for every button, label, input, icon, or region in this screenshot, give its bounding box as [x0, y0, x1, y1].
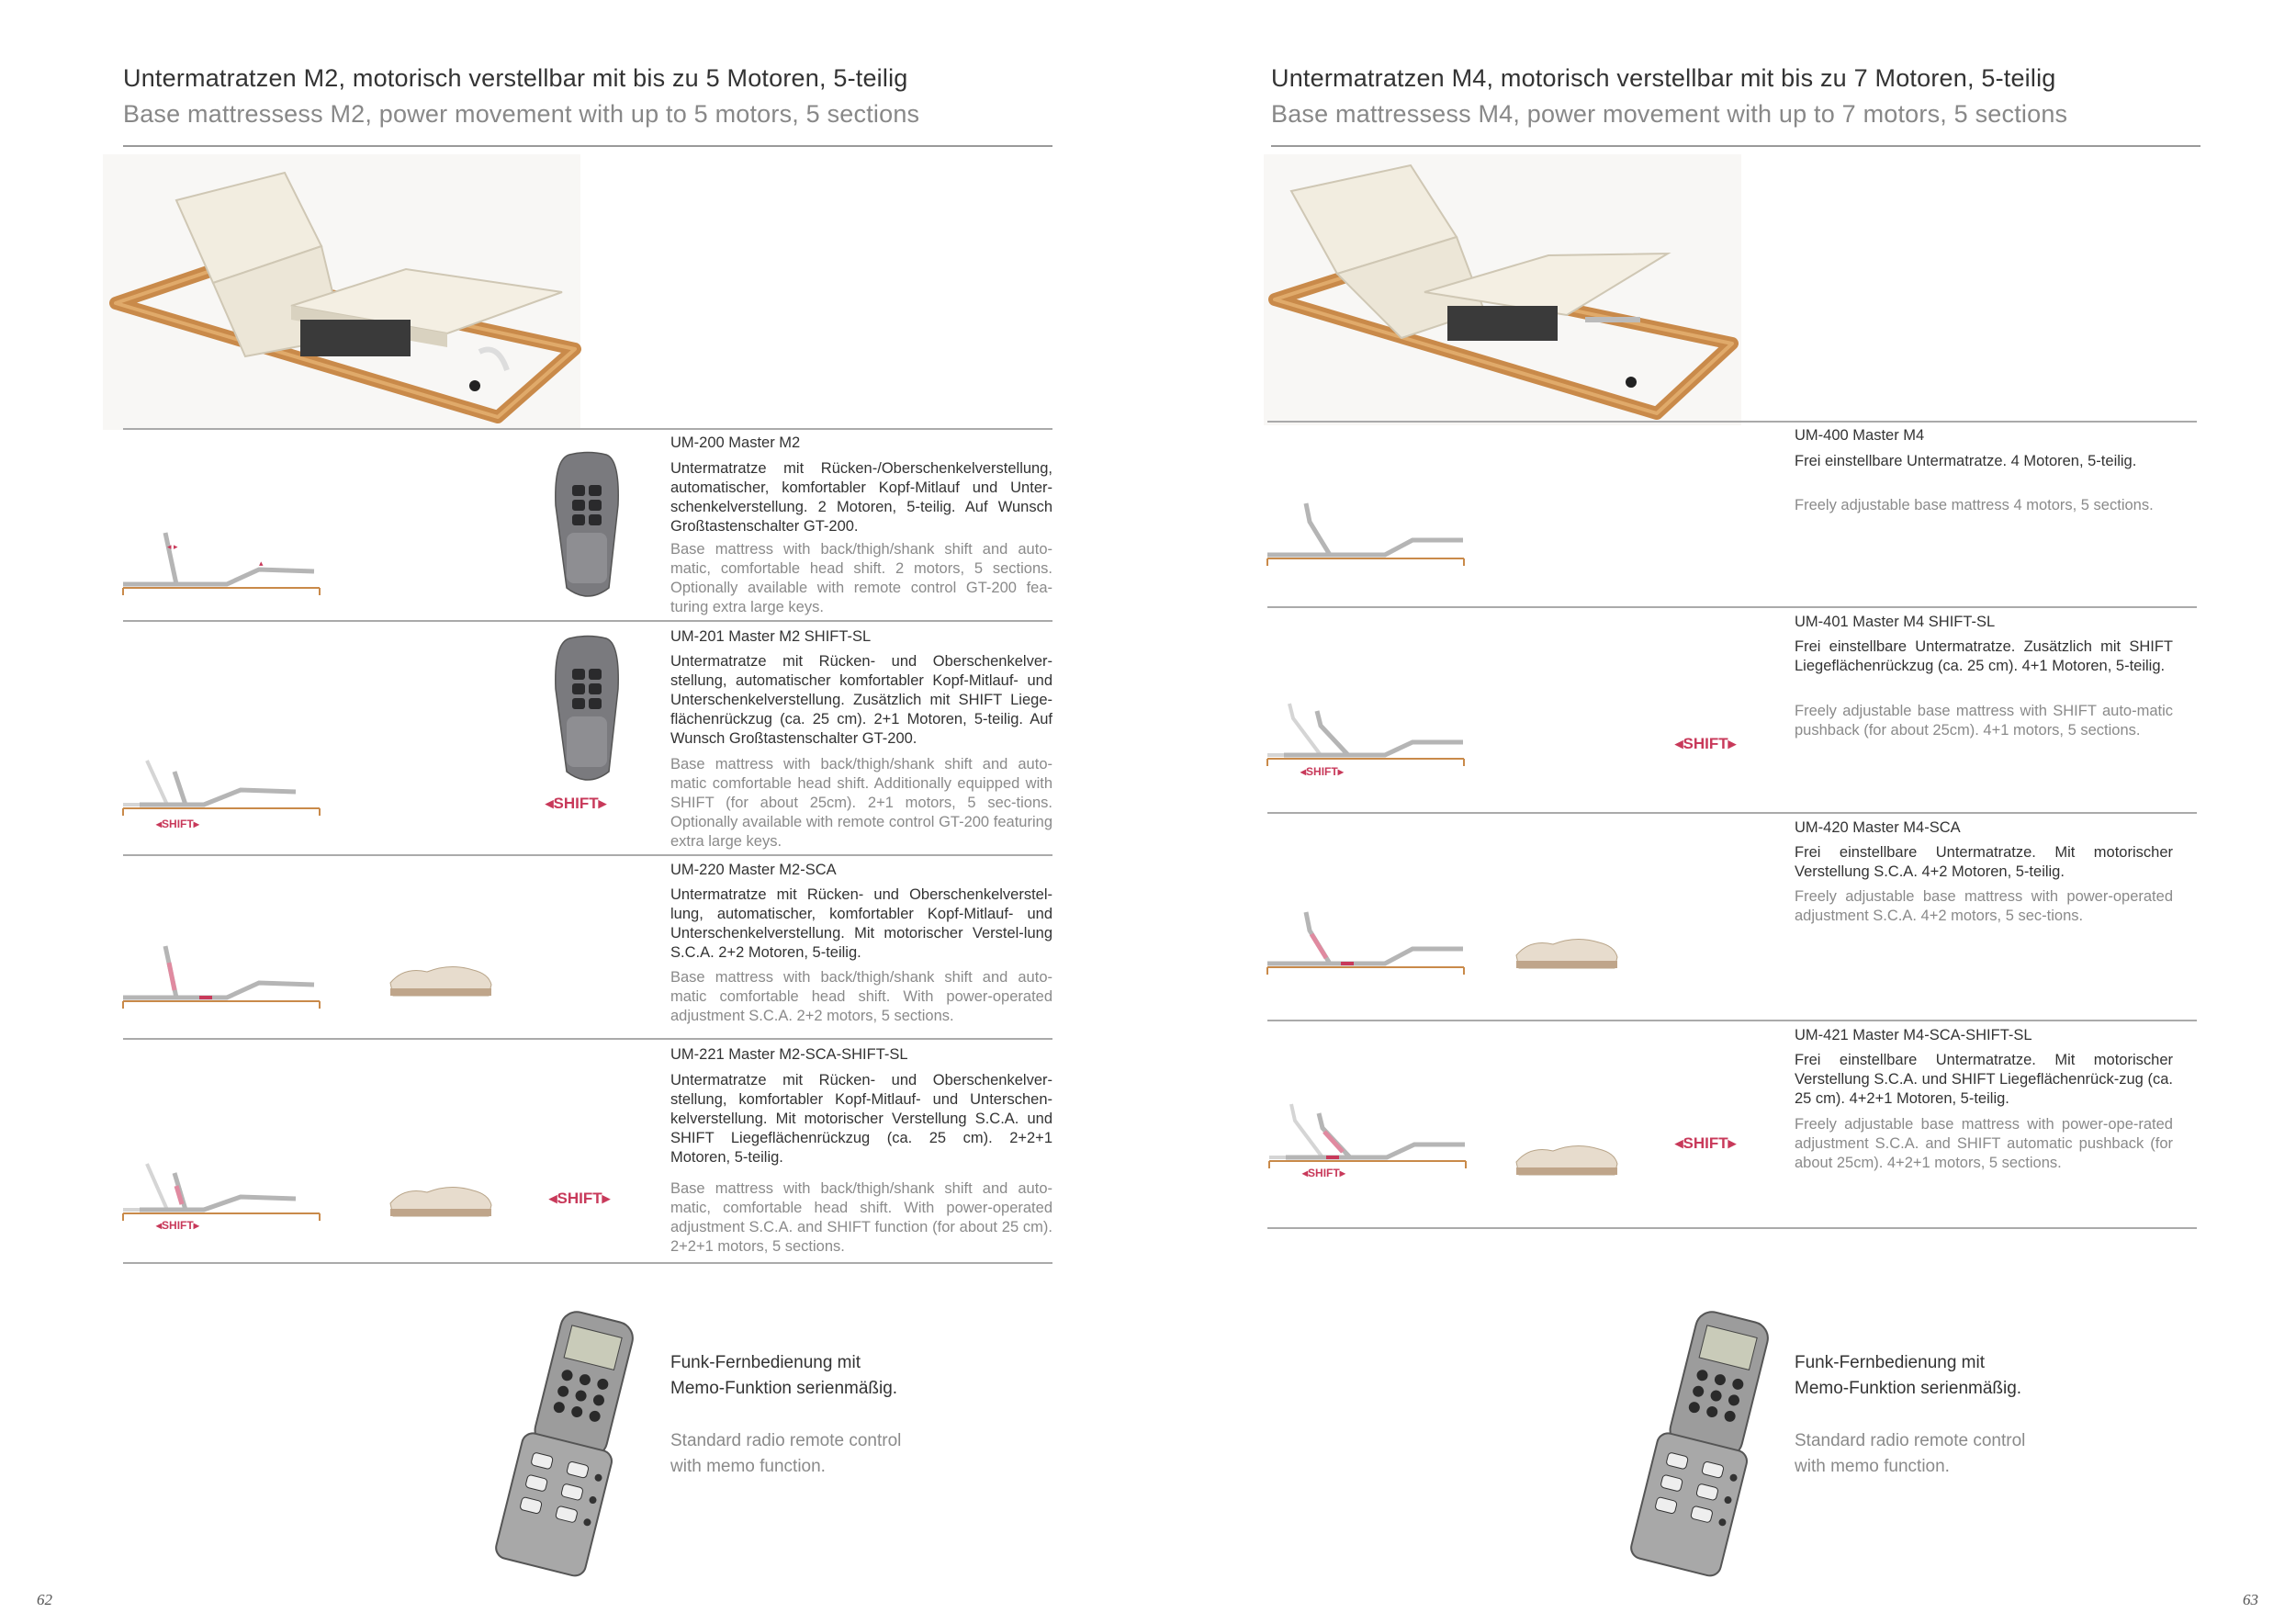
right-page [1148, 0, 2296, 1624]
product-description-en: Freely adjustable base mattress with SHIFT auto-matic pushback (for about 25cm). 4+1 motors, 5 sections. [1795, 703, 2173, 739]
remote-text-de-line2: Memo-Funktion serienmäßig. [670, 1379, 898, 1398]
row-divider [123, 1038, 1052, 1040]
remote-gt200-image [546, 450, 629, 602]
sca-mattress-image [1512, 928, 1622, 974]
product-code: UM-220 Master M2-SCA [670, 862, 837, 878]
shift-label-small: ◂SHIFT▸ [1300, 765, 1344, 778]
title-divider [123, 145, 1052, 147]
shift-label: ◂SHIFT▸ [1675, 735, 1737, 752]
position-diagram [1266, 698, 1468, 772]
product-description-de: Untermatratze mit Rücken- und Oberschenkelver-stellung, komfortabler Kopf-Mitlauf- und Unterschen-kelverstellung. Mit motorischer Verstellung S.C.A. und SHIFT Liegeflächenrückzug (ca. 25 cm). 2+2+1 Motoren, 5-teilig. [670, 1072, 1052, 1166]
remote-text-de-line1: Funk-Fernbedienung mit [670, 1353, 861, 1372]
product-description-de: Frei einstellbare Untermatratze. Mit motorischer Verstellung S.C.A. 4+2 Motoren, 5-teilig. [1795, 844, 2173, 880]
sca-mattress-image [386, 955, 496, 1001]
product-code: UM-401 Master M4 SHIFT-SL [1795, 614, 1996, 630]
position-diagram [121, 937, 323, 1010]
row-divider [1267, 1020, 2197, 1021]
bed-photo-m2 [103, 154, 580, 430]
product-description-en: Freely adjustable base mattress with power-operated adjustment S.C.A. 4+2 motors, 5 sec-tions. [1795, 888, 2173, 924]
sca-mattress-image [1512, 1134, 1622, 1180]
position-diagram [1267, 1099, 1469, 1172]
page-title-de: Untermatratzen M4, motorisch verstellbar mit bis zu 7 Motoren, 5-teilig [1271, 64, 2056, 92]
title-divider [1271, 145, 2200, 147]
remote-text-en-line2: with memo function. [670, 1457, 826, 1476]
shift-label: ◂SHIFT▸ [546, 795, 607, 812]
product-description-en: Base mattress with back/thigh/shank shift and auto-matic, comfortable head shift. With power-operated adjustment S.C.A. and SHIFT function (for about 25 cm). 2+2+1 motors, 5 sections. [670, 1180, 1052, 1255]
svg-text:▴: ▴ [259, 558, 264, 568]
product-description-en: Base mattress with back/thigh/shank shift and auto-matic comfortable head shift. Additionally equipped with SHIFT (for about 25cm). 2+1 motors, 5 sec-tions. Optionally available with remote control GT-200 featuring extra large keys. [670, 756, 1052, 850]
row-divider [1267, 1227, 2197, 1229]
product-description-en: Base mattress with back/thigh/shank shift and auto-matic, comfortable head shift. 2 motors, 5 sections. Optionally available with remote control GT-200 fea-turing extra large keys. [670, 541, 1052, 615]
row-divider [1267, 606, 2197, 608]
row-divider [123, 1262, 1052, 1264]
remote-text-de-line2: Memo-Funktion serienmäßig. [1795, 1379, 2022, 1398]
svg-text:◂ ▸: ◂ ▸ [167, 542, 178, 551]
page-number: 63 [2243, 1591, 2258, 1608]
product-code: UM-201 Master M2 SHIFT-SL [670, 628, 872, 645]
position-diagram [1266, 496, 1468, 570]
remote-text-en-line1: Standard radio remote control [670, 1431, 902, 1450]
row-divider [1267, 812, 2197, 814]
product-description-de: Frei einstellbare Untermatratze. Zusätzlich mit SHIFT Liegeflächenrückzug (ca. 25 cm). 4+1 Motoren, 5-teilig. [1795, 638, 2173, 674]
shift-label-small: ◂SHIFT▸ [156, 1219, 199, 1232]
page-title-de: Untermatratzen M2, motorisch verstellbar mit bis zu 5 Motoren, 5-teilig [123, 64, 908, 92]
page-number: 62 [37, 1591, 52, 1608]
page-title-en: Base mattressess M4, power movement with up to 7 motors, 5 sections [1271, 100, 2068, 128]
row-divider [123, 854, 1052, 856]
row-divider [1267, 421, 2197, 423]
product-code: UM-421 Master M4-SCA-SHIFT-SL [1795, 1027, 2032, 1043]
product-description-en: Freely adjustable base mattress 4 motors, 5 sections. [1795, 497, 2154, 513]
product-description-de: Untermatratze mit Rücken- und Oberschenkelverstel-lung, automatischer, komfortabler Kopf-Mitlauf- und Unterschenkelverstellung. Mit motorischer Verstel-lung S.C.A. 2+2 Motoren, 5-teilig. [670, 886, 1052, 961]
remote-text-en-line1: Standard radio remote control [1795, 1431, 2026, 1450]
product-code: UM-400 Master M4 [1795, 427, 1925, 444]
shift-label-small: ◂SHIFT▸ [156, 818, 199, 830]
remote-text-de-line1: Funk-Fernbedienung mit [1795, 1353, 1985, 1372]
position-diagram [121, 524, 323, 597]
product-description-de: Frei einstellbare Untermatratze. Mit motorischer Verstellung S.C.A. und SHIFT Liegeflächenrück-zug (ca. 25 cm). 4+2+1 Motoren, 5-teilig. [1795, 1052, 2173, 1107]
position-diagram [121, 751, 323, 825]
product-description-de: Untermatratze mit Rücken-/Oberschenkelverstellung, automatischer, komfortabler Kopf-Mitlauf und Unter-schenkelverstellung. 2 Motoren, 5-teilig. Auf Wunsch Großtastenschalter GT-200. [670, 460, 1052, 535]
radio-remote-image [1622, 1304, 1787, 1585]
row-divider [123, 428, 1052, 430]
position-diagram [121, 1153, 323, 1226]
product-description-de: Untermatratze mit Rücken- und Oberschenkelver-stellung, automatischer komfortabler Kopf-Mitlauf- und Unterschenkelverstellung. Zusätzlich mit SHIFT Liege-flächenrückzug (ca. 25 cm). 2+1 Motoren, 5-teilig. Auf Wunsch Großtastenschalter GT-200. [670, 653, 1052, 747]
position-diagram [1266, 905, 1468, 978]
remote-gt200-image [546, 634, 629, 785]
product-code: UM-200 Master M2 [670, 434, 801, 451]
row-divider [123, 620, 1052, 622]
shift-label-small: ◂SHIFT▸ [1302, 1167, 1345, 1179]
bed-photo-m4 [1264, 154, 1741, 425]
page-title-en: Base mattressess M2, power movement with up to 5 motors, 5 sections [123, 100, 920, 128]
product-code: UM-420 Master M4-SCA [1795, 819, 1961, 836]
product-description-en: Freely adjustable base mattress with power-ope-rated adjustment S.C.A. and SHIFT automatic pushback (for about 25cm). 4+2+1 motors, 5 sections. [1795, 1116, 2173, 1171]
product-description-en: Base mattress with back/thigh/shank shift and auto-matic comfortable head shift. With power-operated adjustment S.C.A. 2+2 motors, 5 sections. [670, 969, 1052, 1024]
remote-text-en-line2: with memo function. [1795, 1457, 1950, 1476]
product-code: UM-221 Master M2-SCA-SHIFT-SL [670, 1046, 908, 1063]
sca-mattress-image [386, 1176, 496, 1222]
shift-label: ◂SHIFT▸ [1675, 1134, 1737, 1152]
shift-label: ◂SHIFT▸ [549, 1190, 611, 1207]
radio-remote-image [487, 1304, 652, 1585]
product-description-de: Frei einstellbare Untermatratze. 4 Motoren, 5-teilig. [1795, 453, 2137, 469]
